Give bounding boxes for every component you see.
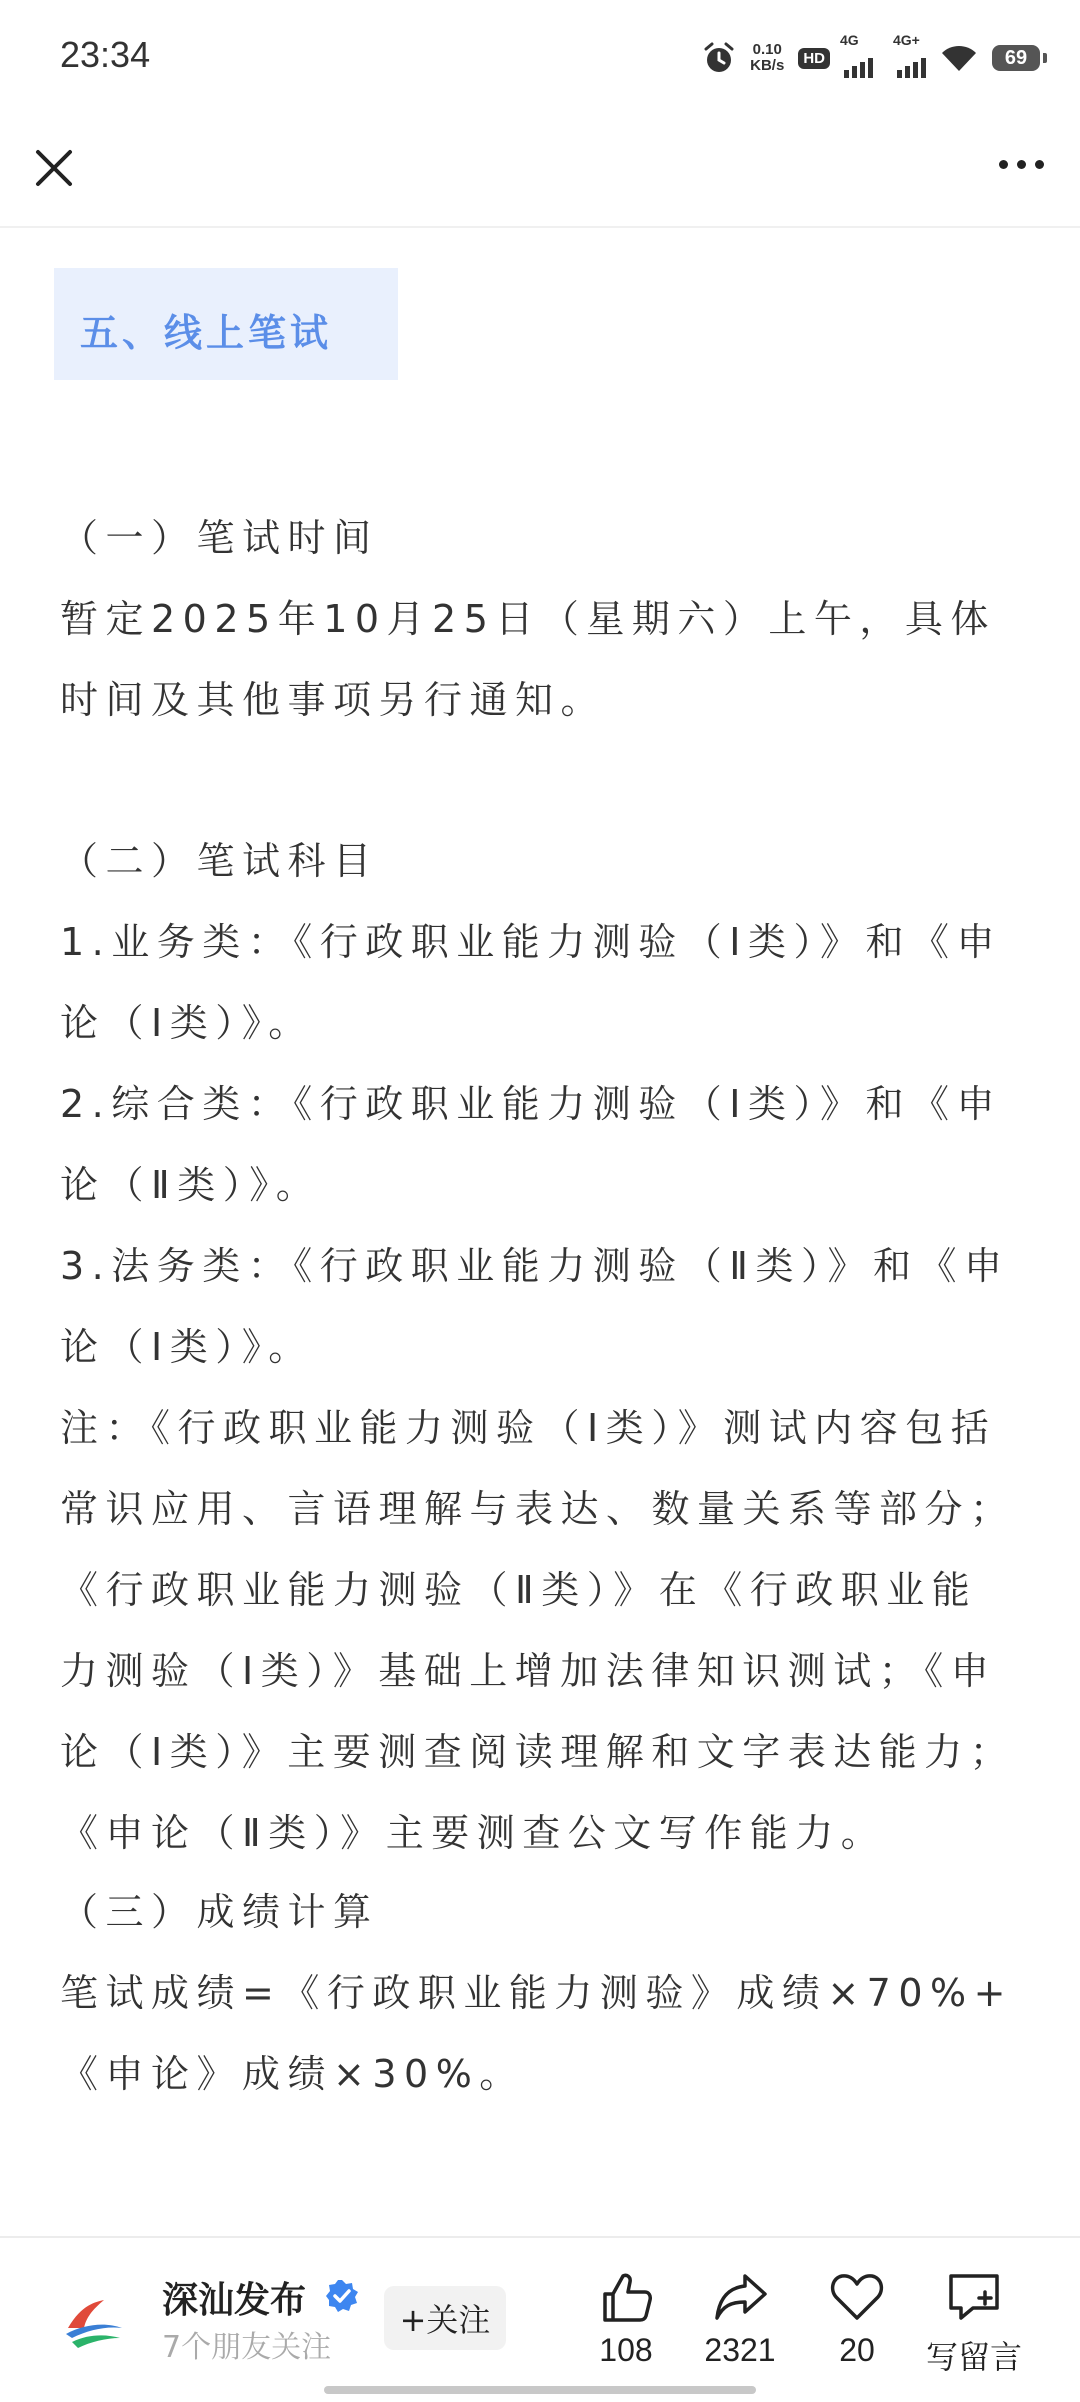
favorite-button[interactable] [797,2268,917,2369]
heart-icon [828,2268,886,2326]
account-logo[interactable] [62,2294,126,2350]
comment-button[interactable] [914,2268,1034,2378]
follow-button[interactable]: +关注 [384,2286,506,2350]
subheading-exam-time: （一）笔试时间 [60,516,379,560]
verified-icon [324,2278,360,2314]
battery-icon: 69 [992,45,1040,71]
subheading-exam-subjects: （二）笔试科目 [60,839,379,883]
subheading-score-calculation: （三）成绩计算 [60,1890,379,1934]
status-bar [0,0,1080,110]
alarm-icon [702,41,736,75]
close-icon[interactable] [30,144,78,192]
comment-plus-icon [945,2268,1003,2326]
share-icon [711,2268,769,2326]
paragraph-subject-2: 2.综合类：《行政职业能力测验（Ⅰ类）》和《申论（Ⅱ类）》。 [60,1082,1002,1207]
status-time: 23:34 [60,34,151,75]
signal-sim2-icon: 4G+ [897,38,926,78]
status-icons [702,32,1040,80]
home-indicator[interactable] [324,2386,756,2394]
favorite-count: 20 [839,2332,875,2368]
share-button[interactable] [680,2268,800,2369]
like-button[interactable] [566,2268,686,2369]
signal-sim1-icon: 4G [844,38,873,78]
paragraph-note: 注：《行政职业能力测验（Ⅰ类）》测试内容包括常识应用、言语理解与表达、数量关系等部分；《行政职业能力测验（Ⅱ类）》在《行政职业能力测验（Ⅰ类）》基础上增加法律知识测试；《申论（Ⅰ类）》主要测查阅读理解和文字表达能力；《申论（Ⅱ类）》主要测查公文写作能力。 [60,1406,1016,1855]
thumbs-up-icon [597,2268,655,2326]
paragraph-subject-3: 3.法务类：《行政职业能力测验（Ⅱ类）》和《申论（Ⅰ类）》。 [60,1244,1010,1369]
hd-icon: HD [798,48,830,69]
paragraph-score-formula: 笔试成绩=《行政职业能力测验》成绩×70%+《申论》成绩×30%。 [60,1971,1013,2096]
net-speed: 0.10 KB/s [750,41,785,74]
bottom-bar [0,2236,1080,2402]
paragraph-subject-1: 1.业务类：《行政职业能力测验（Ⅰ类）》和《申论（Ⅰ类）》。 [60,920,1002,1045]
comment-label: 写留言 [925,2339,1022,2375]
article-body [0,226,1080,2236]
like-count: 108 [599,2332,653,2368]
section-heading-box [54,268,398,380]
more-icon[interactable] [999,160,1044,169]
friends-following-text: 7个朋友关注 [162,2330,332,2365]
paragraph-exam-time: 暂定2025年10月25日（星期六）上午，具体时间及其他事项另行通知。 [60,597,996,722]
share-count: 2321 [704,2332,776,2368]
account-name[interactable]: 深汕发布 [162,2280,307,2321]
top-nav [0,110,1080,228]
wifi-icon [940,43,978,73]
section-heading: 五、线上笔试 [80,311,333,355]
